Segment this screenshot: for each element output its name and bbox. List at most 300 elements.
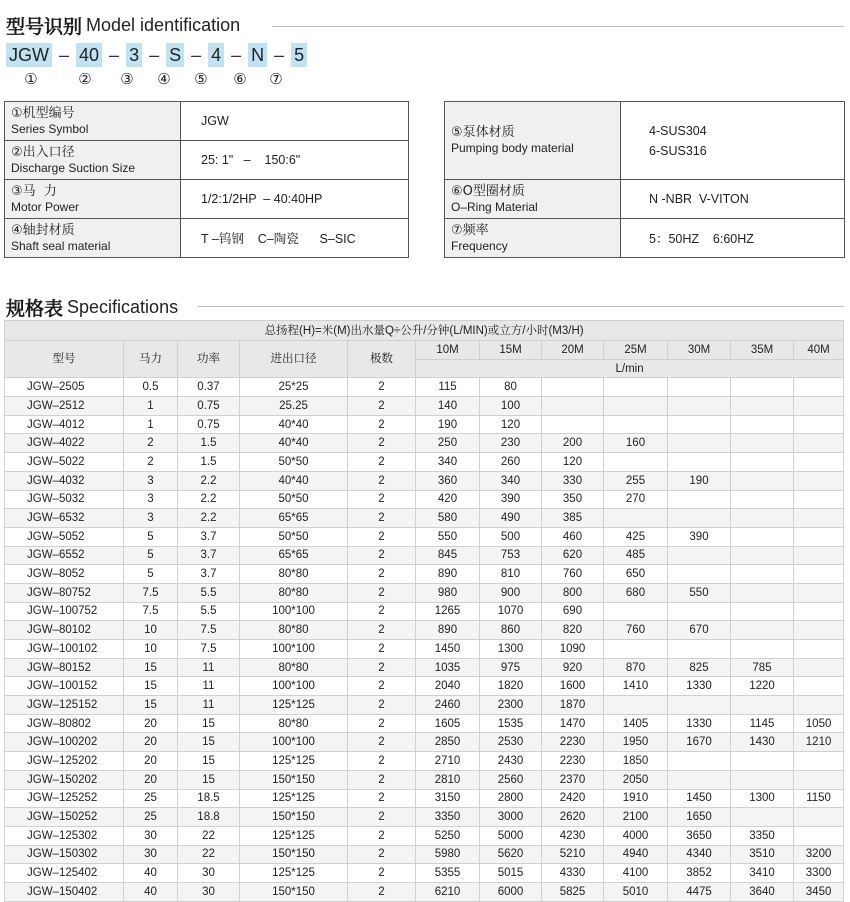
table-cell: 3 — [124, 471, 178, 490]
cell-model: JGW–125402 — [5, 864, 124, 883]
code-dash: – — [231, 44, 242, 65]
table-cell: 15 — [178, 770, 240, 789]
table-cell: 80 — [480, 378, 542, 397]
table-cell — [794, 527, 844, 546]
table-cell — [731, 527, 794, 546]
table-cell: 760 — [604, 621, 668, 640]
table-cell: 100*100 — [240, 677, 348, 696]
table-cell: 340 — [480, 471, 542, 490]
table-cell: 2 — [348, 583, 416, 602]
table-row — [5, 770, 844, 789]
specifications-title — [6, 294, 178, 321]
table-cell — [794, 640, 844, 659]
table-cell — [604, 378, 668, 397]
table-cell — [794, 415, 844, 434]
table-cell: 2 — [124, 453, 178, 472]
table-cell: 1070 — [480, 602, 542, 621]
table-cell: 5620 — [480, 845, 542, 864]
table-cell: 40*40 — [240, 415, 348, 434]
table-cell: 7.5 — [124, 602, 178, 621]
table-cell: 30 — [124, 826, 178, 845]
table-cell — [668, 602, 731, 621]
code-dash: – — [274, 44, 285, 65]
label-cn: ⑤泵体材质 — [451, 125, 515, 140]
value-series: JGW — [181, 102, 409, 141]
table-cell: 0.37 — [178, 378, 240, 397]
table-cell: 10 — [124, 640, 178, 659]
table-cell: 115 — [416, 378, 480, 397]
table-cell: 25.25 — [240, 397, 348, 416]
table-cell: 80*80 — [240, 583, 348, 602]
table-cell: 125*125 — [240, 752, 348, 771]
table-cell: 15 — [178, 752, 240, 771]
table-cell: 2420 — [542, 789, 604, 808]
table-cell: 150*150 — [240, 845, 348, 864]
table-row — [5, 752, 844, 771]
table-cell: 3650 — [668, 826, 731, 845]
cell-model: JGW–150252 — [5, 808, 124, 827]
table-cell — [731, 752, 794, 771]
table-cell: 390 — [480, 490, 542, 509]
table-row — [5, 546, 844, 565]
table-cell: 2 — [348, 733, 416, 752]
header-head-15m: 15M — [480, 341, 542, 360]
table-cell: 2430 — [480, 752, 542, 771]
marker-1: ① — [24, 71, 38, 88]
table-cell — [604, 640, 668, 659]
table-cell: 2300 — [480, 696, 542, 715]
table-cell: 65*65 — [240, 509, 348, 528]
cell-model: JGW–4012 — [5, 415, 124, 434]
table-cell — [794, 658, 844, 677]
table-cell: 50*50 — [240, 490, 348, 509]
table-cell: 4940 — [604, 845, 668, 864]
table-cell: 40 — [124, 882, 178, 901]
table-cell: 1 — [124, 397, 178, 416]
table-row — [5, 696, 844, 715]
table-cell: 690 — [542, 602, 604, 621]
label-cn: ④轴封材质 — [11, 222, 75, 238]
cell-model: JGW–150402 — [5, 882, 124, 901]
table-cell: 460 — [542, 527, 604, 546]
table-cell — [668, 490, 731, 509]
cell-model: JGW–6552 — [5, 546, 124, 565]
spec-table — [4, 320, 844, 902]
table-cell: 385 — [542, 509, 604, 528]
table-cell: 22 — [178, 845, 240, 864]
table-cell: 1330 — [668, 677, 731, 696]
spec-title-en: Specifications — [67, 297, 179, 317]
table-cell — [794, 621, 844, 640]
table-cell — [731, 602, 794, 621]
marker-4: ④ — [157, 71, 171, 88]
header-size: 进出口径 — [240, 341, 348, 378]
divider-line — [272, 26, 844, 27]
table-cell: 150*150 — [240, 882, 348, 901]
table-cell — [668, 434, 731, 453]
table-row — [5, 471, 844, 490]
table-cell: 485 — [604, 546, 668, 565]
table-cell: 2.2 — [178, 471, 240, 490]
table-cell: 0.75 — [178, 415, 240, 434]
cell-model: JGW–100102 — [5, 640, 124, 659]
table-cell: 1430 — [731, 733, 794, 752]
table-cell — [794, 471, 844, 490]
table-cell: 845 — [416, 546, 480, 565]
info-table-right — [444, 101, 845, 258]
table-cell — [794, 602, 844, 621]
table-cell: 2 — [348, 752, 416, 771]
header-head-35m: 35M — [731, 341, 794, 360]
value-power: 1/2:1/2HP – 40:40HP — [181, 180, 409, 219]
table-cell: 1090 — [542, 640, 604, 659]
table-cell: 650 — [604, 565, 668, 584]
table-cell — [794, 546, 844, 565]
code-part-oring: N — [248, 43, 267, 67]
table-cell: 425 — [604, 527, 668, 546]
table-cell: 20 — [124, 733, 178, 752]
table-cell — [731, 696, 794, 715]
table-cell: 30 — [178, 882, 240, 901]
code-dash: – — [191, 44, 202, 65]
table-cell: 2 — [348, 770, 416, 789]
table-cell — [604, 397, 668, 416]
table-row — [5, 453, 844, 472]
table-cell — [731, 583, 794, 602]
cell-model: JGW–4022 — [5, 434, 124, 453]
header-head-25m: 25M — [604, 341, 668, 360]
marker-5: ⑤ — [194, 71, 208, 88]
table-cell: 1 — [124, 415, 178, 434]
table-cell: 1870 — [542, 696, 604, 715]
table-cell: 3350 — [416, 808, 480, 827]
table-cell — [668, 397, 731, 416]
header-model: 型号 — [5, 341, 124, 378]
table-cell: 3000 — [480, 808, 542, 827]
table-cell: 11 — [178, 658, 240, 677]
table-cell: 1.5 — [178, 434, 240, 453]
table-cell: 2 — [348, 378, 416, 397]
table-cell: 1535 — [480, 714, 542, 733]
table-cell — [668, 770, 731, 789]
table-cell — [794, 565, 844, 584]
table-row — [5, 583, 844, 602]
code-dash: – — [59, 44, 70, 65]
table-row — [5, 509, 844, 528]
cell-model: JGW–8052 — [5, 565, 124, 584]
model-title-cn: 型号识别 — [6, 16, 83, 38]
table-cell: 1950 — [604, 733, 668, 752]
table-cell: 18.8 — [178, 808, 240, 827]
table-cell: 890 — [416, 621, 480, 640]
table-cell — [668, 696, 731, 715]
table-cell: 5 — [124, 565, 178, 584]
table-cell: 120 — [542, 453, 604, 472]
header-head-40m: 40M — [794, 341, 844, 360]
table-cell: 22 — [178, 826, 240, 845]
table-cell: 125*125 — [240, 696, 348, 715]
header-head-20m: 20M — [542, 341, 604, 360]
table-cell: 50*50 — [240, 527, 348, 546]
table-cell: 270 — [604, 490, 668, 509]
table-cell: 1850 — [604, 752, 668, 771]
value-size: 25: 1" – 150:6" — [181, 141, 409, 180]
cell-model: JGW–80802 — [5, 714, 124, 733]
table-row — [5, 845, 844, 864]
table-cell: 7.5 — [124, 583, 178, 602]
cell-model: JGW–80152 — [5, 658, 124, 677]
table-cell: 5 — [124, 527, 178, 546]
code-part-size: 40 — [76, 43, 102, 67]
table-cell: 30 — [124, 845, 178, 864]
table-cell: 620 — [542, 546, 604, 565]
table-cell: 800 — [542, 583, 604, 602]
value-body-2: 6-SUS316 — [649, 143, 707, 158]
table-cell: 2 — [348, 658, 416, 677]
table-row — [5, 882, 844, 901]
label-cn: ⑥O型圈材质 — [451, 183, 525, 199]
table-cell: 15 — [124, 658, 178, 677]
cell-model: JGW–100202 — [5, 733, 124, 752]
label-cn: ⑦频率 — [451, 222, 489, 238]
table-cell: 18.5 — [178, 789, 240, 808]
table-cell: 580 — [416, 509, 480, 528]
table-cell: 1410 — [604, 677, 668, 696]
table-cell — [668, 509, 731, 528]
table-cell — [794, 378, 844, 397]
table-cell: 2 — [348, 864, 416, 883]
table-cell: 3.7 — [178, 546, 240, 565]
header-hp: 马力 — [124, 341, 178, 378]
table-cell: 2050 — [604, 770, 668, 789]
table-cell: 125*125 — [240, 789, 348, 808]
table-cell: 20 — [124, 752, 178, 771]
table-cell: 40*40 — [240, 434, 348, 453]
cell-model: JGW–80752 — [5, 583, 124, 602]
table-row — [5, 527, 844, 546]
table-cell: 0.75 — [178, 397, 240, 416]
table-cell: 200 — [542, 434, 604, 453]
table-cell: 65*65 — [240, 546, 348, 565]
table-cell: 6000 — [480, 882, 542, 901]
table-row — [5, 658, 844, 677]
table-cell: 550 — [668, 583, 731, 602]
table-cell: 3410 — [731, 864, 794, 883]
cell-model: JGW–5032 — [5, 490, 124, 509]
cell-model: JGW–5022 — [5, 453, 124, 472]
table-cell: 125*125 — [240, 864, 348, 883]
table-cell — [604, 696, 668, 715]
table-cell: 2 — [348, 640, 416, 659]
marker-6: ⑥ — [233, 71, 247, 88]
table-cell — [794, 770, 844, 789]
table-row — [5, 565, 844, 584]
table-cell: 2100 — [604, 808, 668, 827]
cell-model: JGW–2505 — [5, 378, 124, 397]
table-cell: 2 — [348, 714, 416, 733]
table-cell: 3 — [124, 509, 178, 528]
table-cell — [542, 378, 604, 397]
table-cell: 680 — [604, 583, 668, 602]
table-cell: 3 — [124, 490, 178, 509]
table-cell — [794, 397, 844, 416]
table-cell: 2 — [348, 826, 416, 845]
table-cell: 1330 — [668, 714, 731, 733]
table-cell: 100*100 — [240, 602, 348, 621]
table-cell: 190 — [416, 415, 480, 434]
table-cell: 190 — [668, 471, 731, 490]
table-cell — [731, 509, 794, 528]
table-cell: 80*80 — [240, 621, 348, 640]
table-cell: 2 — [348, 471, 416, 490]
table-cell: 7.5 — [178, 640, 240, 659]
table-cell: 975 — [480, 658, 542, 677]
table-cell: 40*40 — [240, 471, 348, 490]
label-en: Series Symbol — [11, 121, 89, 136]
code-dash: – — [109, 44, 120, 65]
table-cell — [731, 453, 794, 472]
table-cell — [668, 415, 731, 434]
table-cell: 2 — [348, 509, 416, 528]
table-cell — [668, 640, 731, 659]
table-cell: 5980 — [416, 845, 480, 864]
table-row — [5, 808, 844, 827]
table-cell: 2530 — [480, 733, 542, 752]
table-row — [5, 864, 844, 883]
table-cell — [794, 509, 844, 528]
table-cell — [794, 453, 844, 472]
table-cell — [731, 434, 794, 453]
table-cell: 50*50 — [240, 453, 348, 472]
code-part-body: 4 — [208, 43, 224, 67]
table-cell: 2850 — [416, 733, 480, 752]
label-en: Shaft seal material — [11, 238, 111, 253]
info-row-power — [5, 180, 409, 219]
table-cell: 5210 — [542, 845, 604, 864]
table-cell: 40 — [124, 864, 178, 883]
divider-line — [198, 306, 844, 307]
table-cell: 6210 — [416, 882, 480, 901]
table-cell: 2460 — [416, 696, 480, 715]
table-cell: 5355 — [416, 864, 480, 883]
table-cell — [731, 415, 794, 434]
info-row-body-material — [445, 102, 845, 180]
value-body-1: 4-SUS304 — [649, 123, 707, 138]
table-cell — [668, 546, 731, 565]
table-cell: 1050 — [794, 714, 844, 733]
table-cell: 2 — [348, 397, 416, 416]
table-cell: 0.5 — [124, 378, 178, 397]
table-cell: 810 — [480, 565, 542, 584]
table-cell: 2560 — [480, 770, 542, 789]
table-cell: 4330 — [542, 864, 604, 883]
table-cell: 80*80 — [240, 714, 348, 733]
table-cell — [604, 453, 668, 472]
table-cell: 150*150 — [240, 770, 348, 789]
table-cell — [731, 621, 794, 640]
label-en: Frequency — [451, 238, 508, 253]
table-cell: 860 — [480, 621, 542, 640]
table-cell: 785 — [731, 658, 794, 677]
table-cell: 3510 — [731, 845, 794, 864]
cell-model: JGW–2512 — [5, 397, 124, 416]
table-cell: 160 — [604, 434, 668, 453]
cell-model: JGW–6532 — [5, 509, 124, 528]
table-cell — [542, 415, 604, 434]
code-dash: – — [149, 44, 160, 65]
table-cell — [668, 565, 731, 584]
table-cell: 15 — [124, 677, 178, 696]
model-code — [6, 43, 307, 67]
code-part-seal: S — [166, 43, 184, 67]
model-identification-title — [6, 12, 240, 39]
table-cell — [668, 752, 731, 771]
table-cell: 3300 — [794, 864, 844, 883]
table-cell: 1265 — [416, 602, 480, 621]
table-cell: 1600 — [542, 677, 604, 696]
table-cell: 3640 — [731, 882, 794, 901]
table-cell: 2 — [348, 677, 416, 696]
table-cell: 1650 — [668, 808, 731, 827]
table-row — [5, 415, 844, 434]
table-cell: 5.5 — [178, 602, 240, 621]
table-cell: 2 — [348, 415, 416, 434]
table-cell: 80*80 — [240, 565, 348, 584]
table-cell: 250 — [416, 434, 480, 453]
table-cell: 25 — [124, 789, 178, 808]
info-row-series — [5, 102, 409, 141]
table-cell: 2 — [348, 434, 416, 453]
table-cell: 5250 — [416, 826, 480, 845]
table-cell: 1405 — [604, 714, 668, 733]
table-cell: 4340 — [668, 845, 731, 864]
table-cell: 15 — [178, 714, 240, 733]
table-cell: 330 — [542, 471, 604, 490]
table-cell: 100*100 — [240, 640, 348, 659]
table-cell: 890 — [416, 565, 480, 584]
table-cell: 2800 — [480, 789, 542, 808]
spec-super-header: 总扬程(H)=米(M)出水量Q÷公升/分钟(L/MIN)或立方/小时(M3/H) — [5, 321, 844, 341]
table-cell: 350 — [542, 490, 604, 509]
table-cell: 2370 — [542, 770, 604, 789]
table-cell: 1450 — [416, 640, 480, 659]
table-row — [5, 677, 844, 696]
table-cell: 1300 — [731, 789, 794, 808]
table-cell: 1150 — [794, 789, 844, 808]
table-cell: 2.2 — [178, 490, 240, 509]
table-cell: 2620 — [542, 808, 604, 827]
label-en: Pumping body material — [451, 141, 574, 155]
table-cell: 1300 — [480, 640, 542, 659]
value-frequency: 5：50HZ 6:60HZ — [621, 219, 845, 258]
table-cell: 4000 — [604, 826, 668, 845]
cell-model: JGW–150302 — [5, 845, 124, 864]
cell-model: JGW–4032 — [5, 471, 124, 490]
table-cell — [731, 808, 794, 827]
table-cell: 1910 — [604, 789, 668, 808]
cell-model: JGW–125252 — [5, 789, 124, 808]
table-cell: 15 — [124, 696, 178, 715]
table-cell: 2.2 — [178, 509, 240, 528]
table-cell: 5.5 — [178, 583, 240, 602]
table-row — [5, 714, 844, 733]
table-cell: 2 — [348, 527, 416, 546]
table-cell — [731, 565, 794, 584]
cell-model: JGW–150202 — [5, 770, 124, 789]
table-cell: 2230 — [542, 752, 604, 771]
table-cell: 1035 — [416, 658, 480, 677]
cell-model: JGW–125202 — [5, 752, 124, 771]
